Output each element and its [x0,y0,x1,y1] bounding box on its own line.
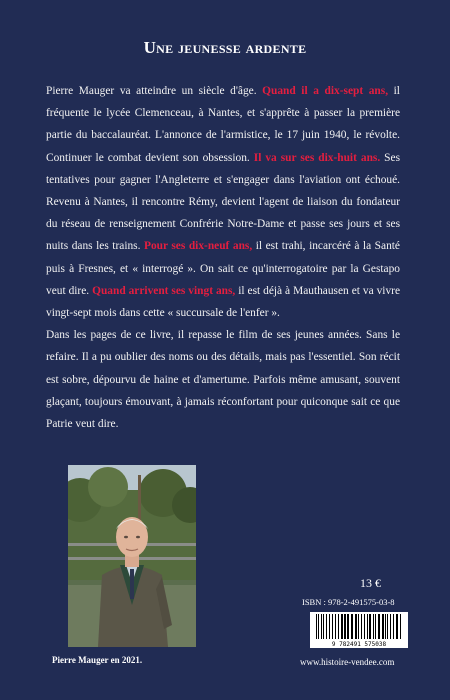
barcode-bar [335,614,336,639]
barcode-bar [390,614,391,639]
body-text-segment: il est trahi, incarcéré à la Santé puis à Fresnes, et « interrogé ». On sait ce qu'interrogatoire par la Gestapo veut dire. [46,240,400,297]
barcode-graphic [310,612,408,648]
barcode-bar [387,614,388,639]
barcode-bar [396,614,398,639]
barcode-bar [358,614,359,639]
barcode-bar [355,614,357,639]
barcode-bar [385,614,386,639]
barcode-bar [323,614,324,639]
blurb-paragraph-2: Dans les pages de ce livre, il repasse le film de ses jeunes années. Sans le refaire. Il a pu oublier des noms ou des détails, mais pas l'essentiel. Son récit est sobre, dépourvu de haine et d'amertume. Parfois même amusant, souvent glaçant, toujours émouvant, à jamais réconfortant pour quiconque sait ce que Patrie veut dire. [46,329,400,431]
author-photo [68,465,196,647]
body-text-segment: Pierre Mauger va atteindre un siècle d'âge. [46,85,263,97]
barcode-bar [373,614,374,639]
barcode-bar [321,614,322,639]
barcode-bar [316,614,317,639]
blurb-paragraph-1 [46,80,400,324]
barcode-bar [364,614,365,639]
barcode-bar [400,614,401,639]
barcode-bar [361,614,362,639]
photo-caption: Pierre Mauger en 2021. [52,655,143,665]
blurb-text [46,80,400,435]
body-text-segment: il est déjà à Mauthausen et va vivre vingt-sept mois dans cette « succursale de l'enfer ». [46,284,400,320]
barcode-bar [393,614,394,639]
barcode-bar [341,614,343,639]
barcode-bar [344,614,346,639]
highlighted-phrase: Pour ses dix-neuf ans, [144,240,253,253]
barcode-bar [378,614,380,639]
barcode-bar [338,614,339,639]
barcode-bar [382,614,384,639]
barcode-bar [329,614,330,639]
highlighted-phrase: Il va sur ses dix-huit ans. [253,151,381,164]
publisher-website: www.histoire-vendee.com [300,657,395,667]
body-text-segment: Ses tentatives pour gagner l'Angleterre et s'engager dans l'aviation ont échoué. Revenu à Nantes, il rencontre Rémy, devient l'agent de liaison du fondateur du réseau de renseignement Confrérie Notre-Dame et passe ses jours et ses nuits dans les trains. [46,151,401,253]
barcode [310,612,408,648]
highlighted-phrase: Quand il a dix-sept ans, [262,85,389,97]
barcode-bar [351,614,353,639]
barcode-digits: 9 782491 575038 [331,641,387,648]
barcode-bar [369,614,371,639]
isbn-label: ISBN : 978-2-491575-03-8 [302,597,395,607]
highlighted-phrase: Quand arrivent ses vingt ans, [92,284,236,297]
author-portrait-illustration [68,465,196,647]
barcode-bar [326,614,327,639]
price-label: 13 € [360,576,381,590]
body-text-segment: il fréquente le lycée Clemenceau, à Nantes, et s'apprête à passer la première partie du baccalauréat. L'annonce de l'armistice, le 17 juin 1940, le révolte. Continuer le combat devient son obsession. [46,85,400,164]
barcode-bar [347,614,349,639]
barcode-bar [367,614,368,639]
barcode-bar [332,614,333,639]
barcode-bar [375,614,376,639]
cover-title: Une jeunesse ardente [143,38,307,57]
barcode-bar [318,614,319,639]
